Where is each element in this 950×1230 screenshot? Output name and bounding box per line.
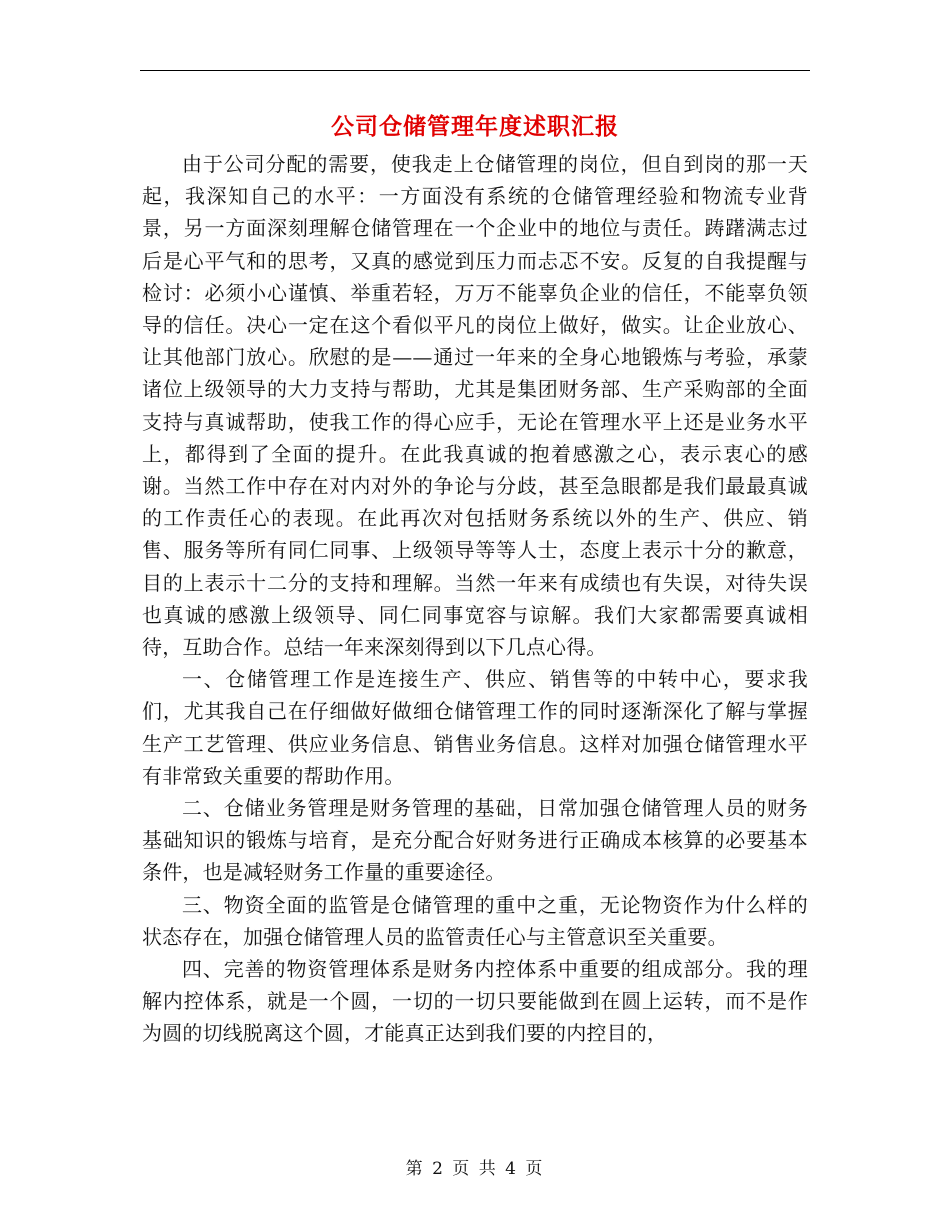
document-title: 公司仓储管理年度述职汇报 — [331, 113, 619, 140]
header-rule — [140, 70, 810, 71]
paragraph-point-1: 一、仓储管理工作是连接生产、供应、销售等的中转中心，要求我们，尤其我自己在仔细做好做细仓储管理工作的同时逐渐深化了解与掌握生产工艺管理、供应业务信息、销售业务信息。这样对加强仓储管理水平有非常致关重要的帮助作用。 — [142, 667, 808, 788]
document-body — [142, 148, 808, 1050]
paragraph-intro: 由于公司分配的需要，使我走上仓储管理的岗位，但自到岗的那一天起，我深知自己的水平：一方面没有系统的仓储管理经验和物流专业背景，另一方面深刻理解仓储管理在一个企业中的地位与责任。踌躇满志过后是心平气和的思考，又真的感觉到压力而忐忑不安。反复的自我提醒与检讨：必须小心谨慎、举重若轻，万万不能辜负企业的信任，不能辜负领导的信任。决心一定在这个看似平凡的岗位上做好，做实。让企业放心、让其他部门放心。欣慰的是——通过一年来的全身心地锻炼与考验，承蒙诸位上级领导的大力支持与帮助，尤其是集团财务部、生产采购部的全面支持与真诚帮助，使我工作的得心应手，无论在管理水平上还是业务水平上，都得到了全面的提升。在此我真诚的抱着感激之心，表示衷心的感谢。当然工作中存在对内对外的争论与分歧，甚至急眼都是我们最最真诚的工作责任心的表现。在此再次对包括财务系统以外的生产、供应、销售、服务等所有同仁同事、上级领导等等人士，态度上表示十分的歉意，目的上表示十二分的支持和理解。当然一年来有成绩也有失误，对待失误也真诚的感激上级领导、同仁同事宽容与谅解。我们大家都需要真诚相待，互助合作。总结一年来深刻得到以下几点心得。 — [142, 152, 808, 660]
paragraph-point-4: 四、完善的物资管理体系是财务内控体系中重要的组成部分。我的理解内控体系，就是一个圆，一切的一切只要能做到在圆上运转，而不是作为圆的切线脱离这个圆，才能真正达到我们要的内控目的， — [142, 957, 808, 1046]
paragraph-point-2: 二、仓储业务管理是财务管理的基础，日常加强仓储管理人员的财务基础知识的锻炼与培育，是充分配合好财务进行正确成本核算的必要基本条件，也是减轻财务工作量的重要途径。 — [142, 796, 808, 885]
paragraph-point-3: 三、物资全面的监管是仓储管理的重中之重，无论物资作为什么样的状态存在，加强仓储管理人员的监管责任心与主管意识至关重要。 — [142, 892, 808, 949]
page-number: 第 2 页 共 4 页 — [405, 1159, 545, 1179]
